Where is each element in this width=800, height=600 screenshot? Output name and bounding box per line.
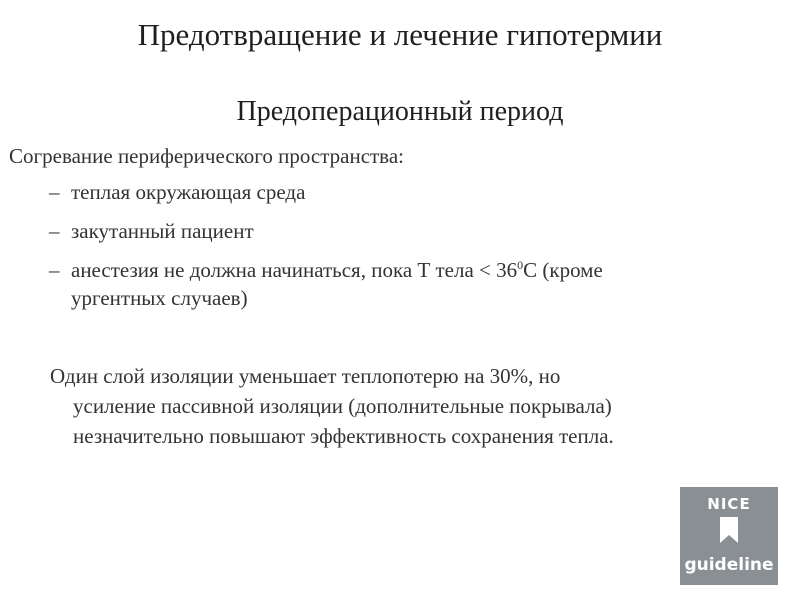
bullet-text-start: анестезия не должна начинаться, пока Т тела < 36 — [71, 258, 518, 282]
bookmark-icon — [720, 517, 738, 543]
bullet-dash: – — [49, 219, 60, 243]
logo-top-text: NICE — [707, 495, 751, 513]
bullet-text: закутанный пациент — [71, 219, 254, 243]
lead-text: Согревание периферического пространства: — [9, 144, 404, 168]
list-item — [0, 217, 761, 245]
bullet-text-continuation: ургентных случаев) — [71, 286, 248, 310]
slide-title: Предотвращение и лечение гипотермии — [137, 17, 663, 52]
bullet-text-end: С (кроме — [523, 258, 603, 282]
degree-superscript: 0 — [517, 258, 524, 272]
bullet-list — [0, 178, 800, 323]
list-item — [0, 256, 761, 312]
bullet-dash: – — [49, 258, 60, 282]
bullet-dash: – — [49, 180, 60, 204]
paragraph-line-3: незначительно повышают эффективность сохранения тепла. — [73, 424, 614, 448]
bullet-text: теплая окружающая среда — [71, 180, 306, 204]
nice-guideline-logo — [680, 487, 778, 585]
list-item — [0, 178, 761, 206]
insulation-paragraph — [50, 361, 780, 451]
paragraph-line-2: усиление пассивной изоляции (дополнительные покрывала) — [73, 394, 612, 418]
logo-bottom-text: guideline — [684, 555, 774, 575]
paragraph-line-1: Один слой изоляции уменьшает теплопотерю на 30%, но — [50, 364, 561, 388]
slide-subtitle: Предоперационный период — [236, 96, 564, 127]
